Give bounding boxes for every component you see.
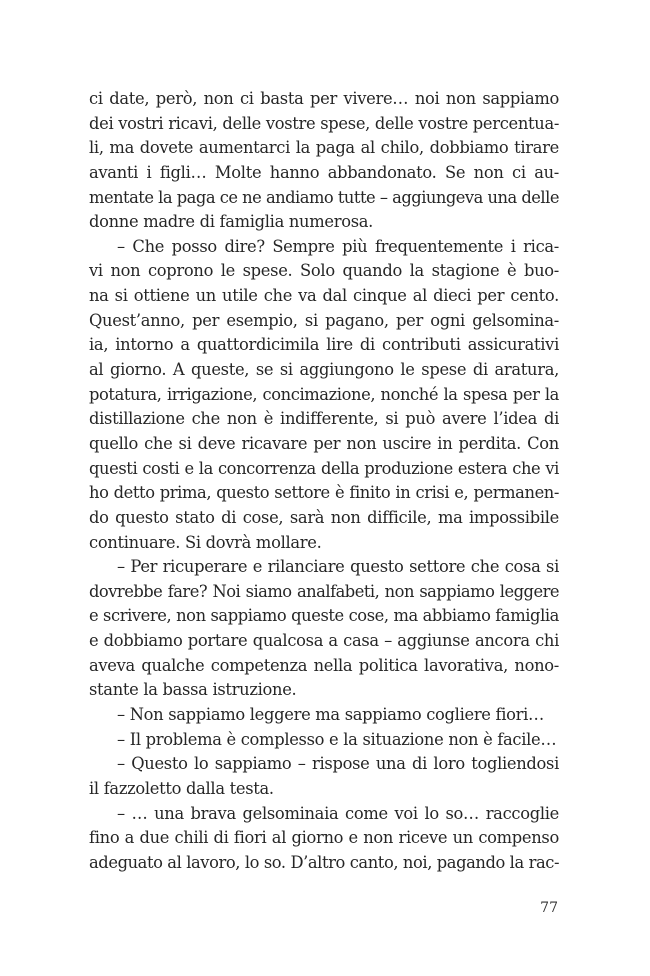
text-line: questi costi e la concorrenza della produzione estera che vi: [89, 458, 559, 478]
text-line: aveva qualche competenza nella politica lavorativa, nono-: [89, 655, 559, 675]
text-line: avanti i figli… Molte hanno abbandonato. Se non ci au-: [89, 162, 559, 182]
text-line: Quest’anno, per esempio, si pagano, per ogni gelsomina-: [89, 310, 559, 330]
text-line: il fazzoletto dalla testa.: [89, 778, 274, 798]
page-number: 77: [540, 900, 558, 916]
text-line: donne madre di famiglia numerosa.: [89, 212, 374, 232]
text-line: vi non coprono le spese. Solo quando la stagione è buo-: [89, 261, 559, 281]
page-body-text: [89, 87, 559, 876]
text-line: fino a due chili di fiori al giorno e non riceve un compenso: [89, 828, 559, 848]
text-line: dei vostri ricavi, delle vostre spese, delle vostre percentua-: [89, 113, 560, 133]
text-line: adeguato al lavoro, lo so. D’altro canto, noi, pagando la rac-: [89, 852, 560, 872]
text-line: do questo stato di cose, sarà non difficile, ma impossibile: [89, 507, 559, 527]
text-line: al giorno. A queste, se si aggiungono le spese di aratura,: [89, 360, 559, 380]
text-line: dovrebbe fare? Noi siamo analfabeti, non sappiamo leggere: [89, 581, 559, 601]
text-line: e scrivere, non sappiamo queste cose, ma abbiamo famiglia: [89, 606, 559, 626]
text-line: continuare. Si dovrà mollare.: [89, 532, 322, 552]
text-line: quello che si deve ricavare per non uscire in perdita. Con: [89, 433, 559, 453]
text-line: na si ottiene un utile che va dal cinque al dieci per cento.: [89, 286, 559, 306]
text-line: distillazione che non è indifferente, si può avere l’idea di: [89, 409, 559, 429]
text-line: – Per ricuperare e rilanciare questo settore che cosa si: [117, 557, 559, 577]
text-line: ci date, però, non ci basta per vivere… noi non sappiamo: [89, 89, 559, 108]
text-line: mentate la paga ce ne andiamo tutte – aggiungeva una delle: [89, 187, 559, 207]
text-line: – Non sappiamo leggere ma sappiamo cogliere fiori…: [117, 705, 545, 725]
text-line: ho detto prima, questo settore è finito in crisi e, permanen-: [89, 483, 559, 503]
text-line: – Il problema è complesso e la situazione non è facile…: [117, 729, 557, 749]
text-line: e dobbiamo portare qualcosa a casa – aggiunse ancora chi: [89, 631, 559, 651]
text-line: – Questo lo sappiamo – rispose una di loro togliendosi: [117, 754, 559, 774]
text-line: stante la bassa istruzione.: [89, 680, 297, 700]
text-line: – Che posso dire? Sempre più frequentemente i rica-: [117, 236, 559, 256]
text-line: potatura, irrigazione, concimazione, nonché la spesa per la: [89, 384, 559, 404]
text-line: – … una brava gelsominaia come voi lo so… raccoglie: [117, 803, 559, 823]
text-line: li, ma dovete aumentarci la paga al chilo, dobbiamo tirare: [89, 138, 559, 158]
text-line: ia, intorno a quattordicimila lire di contributi assicurativi: [89, 335, 559, 355]
